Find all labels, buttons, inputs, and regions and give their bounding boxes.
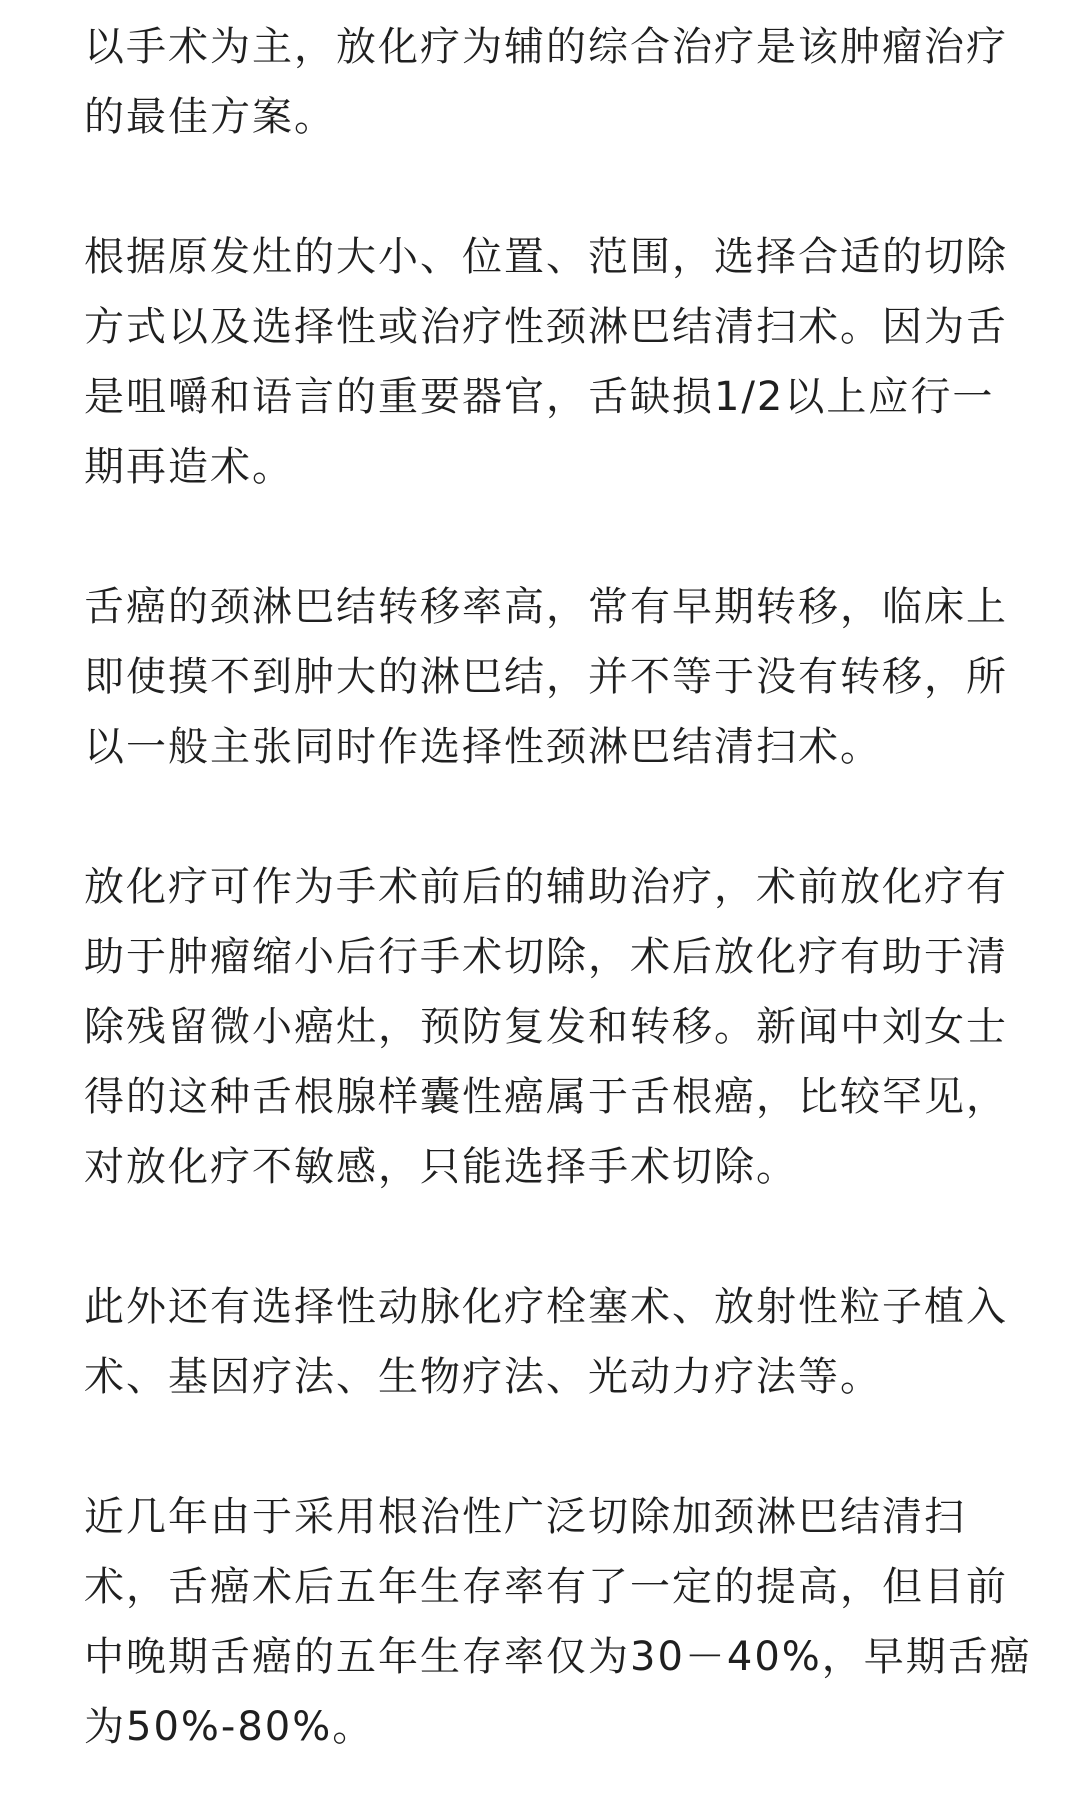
paragraph-resection (84, 222, 1008, 502)
text-line: 对放化疗不敏感，只能选择手术切除。 (84, 1144, 798, 1190)
article-body (84, 12, 1032, 1762)
text-line: 术、基因疗法、生物疗法、光动力疗法等。 (84, 1354, 882, 1400)
text-line: 得的这种舌根腺样囊性癌属于舌根癌，比较罕见， (84, 1074, 1008, 1120)
text-line: 放化疗可作为手术前后的辅助治疗，术前放化疗有 (84, 864, 1008, 910)
text-line: 此外还有选择性动脉化疗栓塞术、放射性粒子植入 (84, 1284, 1008, 1330)
text-line: 助于肿瘤缩小后行手术切除，术后放化疗有助于清 (84, 934, 1008, 980)
text-line: 期再造术。 (84, 444, 294, 490)
text-line: 近几年由于采用根治性广泛切除加颈淋巴结清扫 (84, 1494, 966, 1540)
text-line: 以手术为主，放化疗为辅的综合治疗是该肿瘤治疗 (84, 24, 1008, 70)
paragraph-adjuvant-therapy (84, 852, 1008, 1202)
text-line: 即使摸不到肿大的淋巴结，并不等于没有转移，所 (84, 654, 1008, 700)
paragraph-other-therapies (84, 1272, 1008, 1412)
text-line: 舌癌的颈淋巴结转移率高，常有早期转移，临床上 (84, 584, 1008, 630)
text-line: 术，舌癌术后五年生存率有了一定的提高，但目前 (84, 1564, 1008, 1610)
paragraph-lymph-metastasis (84, 572, 1008, 782)
text-line: 除残留微小癌灶，预防复发和转移。新闻中刘女士 (84, 1004, 1008, 1050)
text-line: 方式以及选择性或治疗性颈淋巴结清扫术。因为舌 (84, 304, 1008, 350)
paragraph-treatment-plan (84, 12, 1008, 152)
text-line: 的最佳方案。 (84, 94, 336, 140)
text-line: 根据原发灶的大小、位置、范围，选择合适的切除 (84, 234, 1008, 280)
text-line: 为50%-80%。 (84, 1704, 375, 1750)
paragraph-survival-rate (84, 1482, 1032, 1762)
text-line: 以一般主张同时作选择性颈淋巴结清扫术。 (84, 724, 882, 770)
text-line: 中晚期舌癌的五年生存率仅为30－40%，早期舌癌 (84, 1634, 1032, 1680)
text-line: 是咀嚼和语言的重要器官，舌缺损1/2以上应行一 (84, 374, 995, 420)
